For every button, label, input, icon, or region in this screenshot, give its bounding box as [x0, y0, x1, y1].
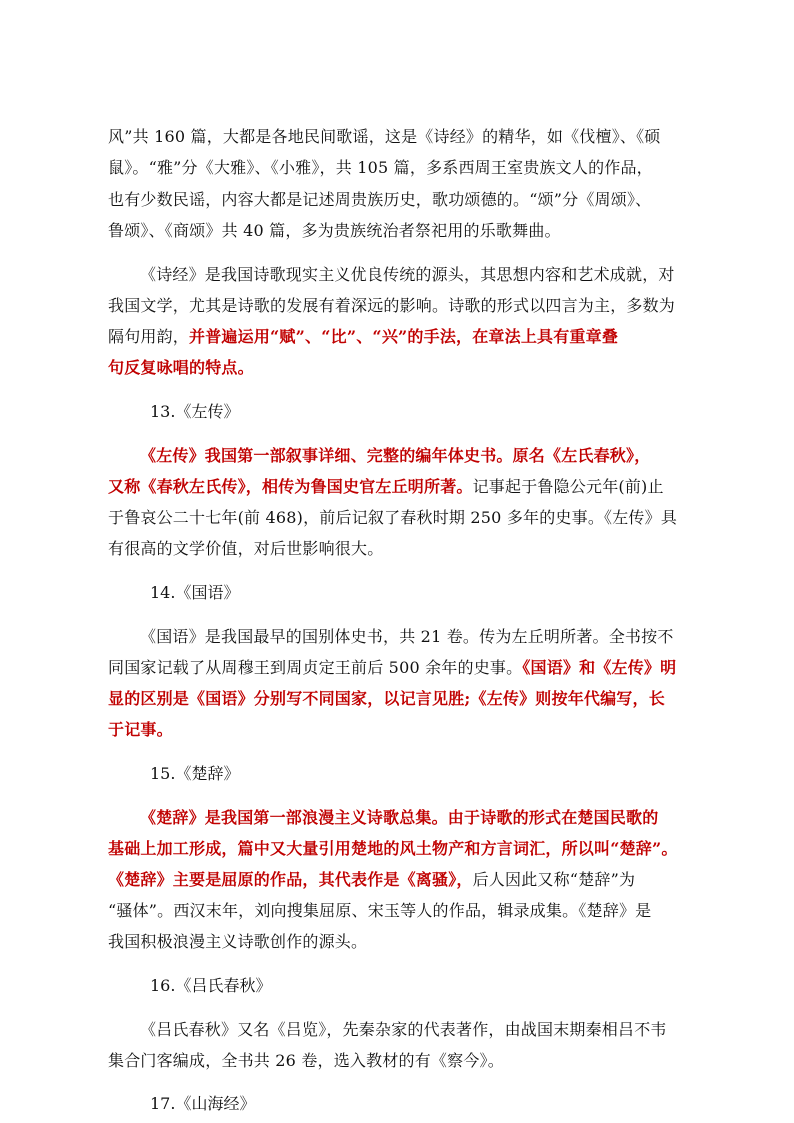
text-line	[108, 870, 635, 890]
section-heading-15: 15.《楚辞》	[150, 764, 240, 783]
emphasis-text: 句反复咏唱的特点。	[108, 358, 254, 377]
section-heading-13: 13.《左传》	[150, 402, 240, 421]
emphasis-text: 《楚辞》是我国第一部浪漫主义诗歌总集。由于诗歌的形式在楚国民歌的	[140, 808, 659, 827]
text-line	[108, 658, 676, 678]
section-heading-17: 17.《山海经》	[150, 1094, 256, 1113]
emphasis-text: 并普遍运用“赋”、“比”、“兴”的手法，在章法上具有重章叠	[189, 327, 619, 346]
text-line: 我国积极浪漫主义诗歌创作的源头。	[108, 932, 368, 951]
text-line: 《吕氏春秋》又名《吕览》，先秦杂家的代表著作，由战国末期秦相吕不韦	[140, 1020, 667, 1039]
emphasis-text: 《楚辞》主要是屈原的作品，其代表作是《离骚》，	[108, 870, 473, 889]
text-line: 《诗经》是我国诗歌现实主义优良传统的源头，其思想内容和艺术成就，对	[140, 265, 675, 284]
section-heading-14: 14.《国语》	[150, 583, 240, 602]
emphasis-text: 基础上加工形成，篇中又大量引用楚地的风土物产和方言词汇，所以叫“楚辞”。	[108, 839, 678, 858]
text-line	[108, 327, 618, 347]
text-line: 于鲁哀公二十七年(前 468)，前后记叙了春秋时期 250 多年的史事。《左传》具	[108, 508, 678, 527]
emphasis-text: 显的区别是《国语》分别写不同国家，以记言见胜;《左传》则按年代编写，长	[108, 689, 665, 708]
text-line: 《国语》是我国最早的国别体史书，共 21 卷。传为左丘明所著。全书按不	[140, 627, 674, 646]
text-run: 隔句用韵，	[108, 327, 190, 346]
section-heading-16: 16.《吕氏春秋》	[150, 976, 272, 995]
emphasis-text: 于记事。	[108, 720, 173, 739]
text-line: 鼠》。“雅”分《大雅》、《小雅》，共 105 篇，多系西周王室贵族文人的作品，	[108, 158, 653, 177]
emphasis-text: 《左传》我国第一部叙事详细、完整的编年体史书。原名《左氏春秋》，	[140, 446, 651, 465]
text-line: 集合门客编成，全书共 26 卷，选入教材的有《察今》。	[108, 1051, 504, 1070]
text-line: 我国文学，尤其是诗歌的发展有着深远的影响。诗歌的形式以四言为主，多数为	[108, 296, 676, 315]
emphasis-text: 《国语》和《左传》明	[522, 658, 677, 677]
emphasis-text: 又称《春秋左氏传》，相传为鲁国史官左丘明所著。	[108, 477, 473, 496]
text-line: 也有少数民谣，内容大都是记述周贵族历史，歌功颂德的。“颂”分《周颂》、	[108, 190, 652, 209]
text-line: “骚体”。西汉末年，刘向搜集屈原、宋玉等人的作品，辑录成集。《楚辞》是	[108, 901, 652, 920]
text-line: 鲁颂》、《商颂》共 40 篇，多为贵族统治者祭祀用的乐歌舞曲。	[108, 221, 561, 240]
text-line: 有很高的文学价值，对后世影响很大。	[108, 539, 384, 558]
text-run: 后人因此又称“楚辞”为	[472, 870, 636, 889]
text-line	[108, 477, 664, 497]
text-line: 风”共 160 篇，大都是各地民间歌谣，这是《诗经》的精华，如《伐檀》、《硕	[108, 127, 661, 146]
text-run: 同国家记载了从周穆王到周贞定王前后 500 余年的史事。	[108, 658, 523, 677]
text-run: 记事起于鲁隐公元年(前)止	[472, 477, 664, 496]
